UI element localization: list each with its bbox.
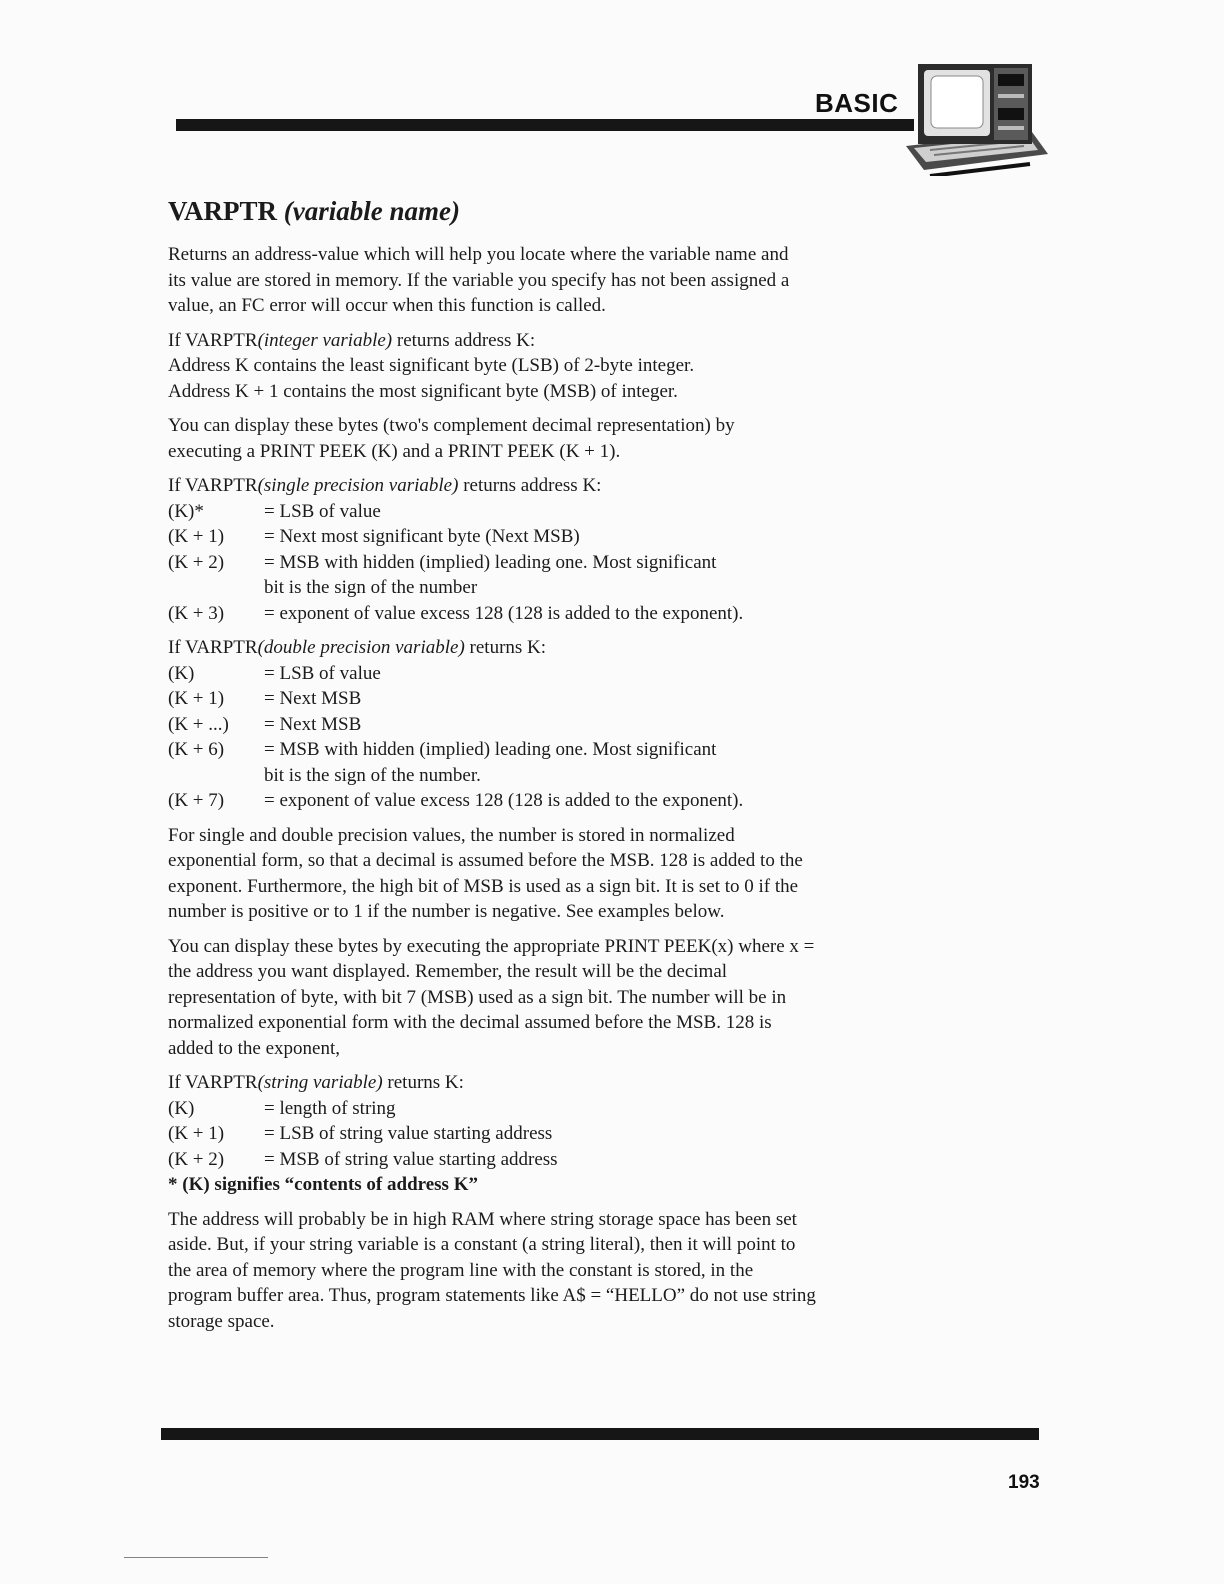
single-precision-block: If VARPTR(single precision variable) returns address K: (K)* = LSB of value (K + 1) = Next most significant byte (Next MSB) (K + 2) = MSB with hidden (implied) leading one. Most significant bit is the sign of the number (K + 3) = exponent of value excess 128 (128 is added to the exponent). [168,473,888,626]
normalized-paragraph: For single and double precision values, the number is stored in normalized exponential form, so that a decimal is assumed before the MSB. 128 is added to the exponent. Furthermore, the high bit of MSB is used as a sign bit. It is set to 0 if the number is positive or to 1 if the number is negative. See examples below. [168,824,803,922]
double-precision-block: If VARPTR(double precision variable) returns K: (K) = LSB of value (K + 1) = Next MSB (K + ...) = Next MSB (K + 6) = MSB with hidden (implied) leading one. Most significant bit is the sign of the number. (K + 7) = exponent of value excess 128 (128 is added to the exponent). [168,635,888,814]
byte-row: (K) = LSB of value [168,662,381,684]
byte-row: (K + 6) = MSB with hidden (implied) leading one. Most significant [168,739,717,760]
integer-block: If VARPTR(integer variable) returns address K: Address K contains the least significant byte (LSB) of 2-byte integer. Address K + 1 contains the most significant byte (MSB) of integer. [168,329,695,402]
byte-row: (K + 1) = Next most significant byte (Next MSB) [168,526,580,547]
section-label: BASIC [815,88,899,118]
closing-paragraph: The address will probably be in high RAM where string storage space has been set aside. But, if your string variable is a constant (a string literal), then it will point to the area of memory where the program line with the constant is stored, in the program buffer area. Thus, program statements like A$ = “HELLO” do not use string storage space. [168,1208,816,1332]
computer-illustration [900,58,1050,176]
display-paragraph: You can display these bytes (two's complement decimal representation) by executing a PRINT PEEK (K) and a PRINT PEEK (K + 1). [168,415,735,462]
intro-paragraph: Returns an address-value which will help you locate where the variable name and its value are stored in memory. If the variable you specify has not been assigned a value, an FC error will occur when this function is called. [168,244,790,316]
byte-row: (K + 3) = exponent of value excess 128 (128 is added to the exponent). [168,602,744,624]
byte-row: bit is the sign of the number [264,577,478,598]
peek-paragraph: You can display these bytes by executing the appropriate PRINT PEEK(x) where x = the address you want displayed. Remember, the result will be the decimal representation of byte, with bit 7 (MSB) used as a sign bit. The number will be in normalized exponential form with the decimal assumed before the MSB. 128 is added to the exponent, [168,935,815,1059]
header-rule [176,119,914,131]
byte-row: (K + 1) = Next MSB [168,688,362,709]
byte-row: (K) = length of string [168,1097,396,1119]
byte-row: (K + 1) = LSB of string value starting address [168,1123,553,1144]
byte-row: bit is the sign of the number. [264,764,481,786]
article [168,194,888,1343]
byte-row: (K)* = LSB of value [168,500,381,522]
footnote: * (K) signifies “contents of address K” [168,1174,478,1195]
footer-rule [161,1428,1039,1440]
page-title: VARPTR (variable name) [168,196,460,226]
page-number: 193 [1008,1472,1040,1493]
footer-link-line [124,1557,268,1558]
byte-row: (K + ...) = Next MSB [168,713,362,735]
byte-row: (K + 2) = MSB with hidden (implied) leading one. Most significant [168,551,717,573]
string-block: If VARPTR(string variable) returns K: (K) = length of string (K + 1) = LSB of string value starting address (K + 2) = MSB of string value starting address * (K) signifies “contents of address K” [168,1070,888,1198]
byte-row: (K + 2) = MSB of string value starting address [168,1148,558,1170]
byte-row: (K + 7) = exponent of value excess 128 (128 is added to the exponent). [168,790,744,811]
